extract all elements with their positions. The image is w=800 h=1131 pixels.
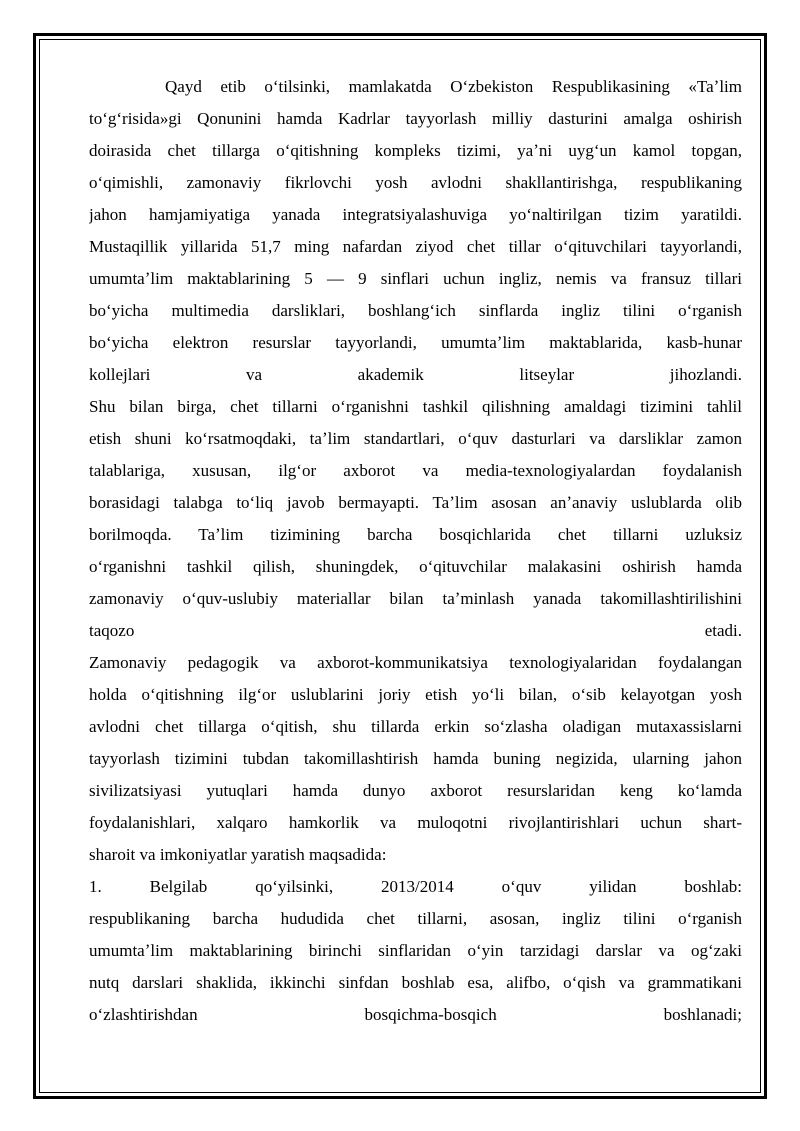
text-line: Shu bilan birga, chet tillarni oʻrganishni tashkil qilishning amaldagi tizimini tahlil (89, 397, 742, 416)
text-line: umumtaʼlim maktablarining birinchi sinflaridan oʻyin tarzidagi darslar va ogʻzaki (89, 941, 742, 960)
text-line: doirasida chet tillarga oʻqitishning kompleks tizimi, yaʼni uygʻun kamol topgan, (89, 141, 742, 160)
text-line: etish shuni koʻrsatmoqdaki, taʼlim standartlari, oʻquv dasturlari va darsliklar zamon (89, 429, 742, 448)
text-line: oʻrganishni tashkil qilish, shuningdek, oʻqituvchilar malakasini oshirish hamda (89, 557, 742, 576)
text-line: respublikaning barcha hududida chet tillarni, asosan, ingliz tilini oʻrganish (89, 909, 742, 928)
text-line: oʻzlashtirishdan bosqichma-bosqich boshlanadi; (89, 1005, 742, 1024)
text-line: Mustaqillik yillarida 51,7 ming nafardan ziyod chet tillar oʻqituvchilari tayyorlandi, (89, 237, 742, 256)
text-line: sharoit va imkoniyatlar yaratish maqsadida: (89, 845, 387, 864)
text-line: 1. Belgilab qoʻyilsinki, 2013/2014 oʻquv yilidan boshlab: (89, 877, 742, 896)
text-line: boʻyicha elektron resurslar tayyorlandi, umumtaʼlim maktablarida, kasb-hunar (89, 333, 742, 352)
text-line: jahon hamjamiyatiga yanada integratsiyalashuviga yoʻnaltirilgan tizim yaratildi. (89, 205, 742, 224)
text-line: oʻqimishli, zamonaviy fikrlovchi yosh avlodni shakllantirishga, respublikaning (89, 173, 742, 192)
text-line: foydalanishlari, xalqaro hamkorlik va muloqotni rivojlantirishlari uchun shart- (89, 813, 742, 832)
text-line: taqozo etadi. (89, 621, 742, 640)
text-line: nutq darslari shaklida, ikkinchi sinfdan boshlab esa, alifbo, oʻqish va grammatikani (89, 973, 742, 992)
text-line: kollejlari va akademik litseylar jihozlandi. (89, 365, 742, 384)
text-line: borilmoqda. Taʼlim tizimining barcha bosqichlarida chet tillarni uzluksiz (89, 525, 742, 544)
text-line: toʻgʻrisida»gi Qonunini hamda Kadrlar tayyorlash milliy dasturini amalga oshirish (89, 109, 742, 128)
text-line: borasidagi talabga toʻliq javob bermayapti. Taʼlim asosan anʼanaviy uslublarda olib (89, 493, 742, 512)
text-line: holda oʻqitishning ilgʻor uslublarini joriy etish yoʻli bilan, oʻsib kelayotgan yosh (89, 685, 742, 704)
document-body (89, 71, 742, 1031)
text-line: sivilizatsiyasi yutuqlari hamda dunyo axborot resurslaridan keng koʻlamda (89, 781, 742, 800)
text-line: Qayd etib oʻtilsinki, mamlakatda Oʻzbekiston Respublikasining «Taʼlim (165, 77, 742, 96)
text-line: avlodni chet tillarga oʻqitish, shu tillarda erkin soʻzlasha oladigan mutaxassislarni (89, 717, 742, 736)
text-line: Zamonaviy pedagogik va axborot-kommunikatsiya texnologiyalaridan foydalangan (89, 653, 742, 672)
text-line: tayyorlash tizimini tubdan takomillashtirish hamda buning negizida, ularning jahon (89, 749, 742, 768)
text-line: umumtaʼlim maktablarining 5 — 9 sinflari uchun ingliz, nemis va fransuz tillari (89, 269, 742, 288)
text-line: zamonaviy oʻquv-uslubiy materiallar bilan taʼminlash yanada takomillashtirilishini (89, 589, 742, 608)
text-line: talablariga, xususan, ilgʻor axborot va media-texnologiyalardan foydalanish (89, 461, 742, 480)
text-line: boʻyicha multimedia darsliklari, boshlangʻich sinflarda ingliz tilini oʻrganish (89, 301, 742, 320)
